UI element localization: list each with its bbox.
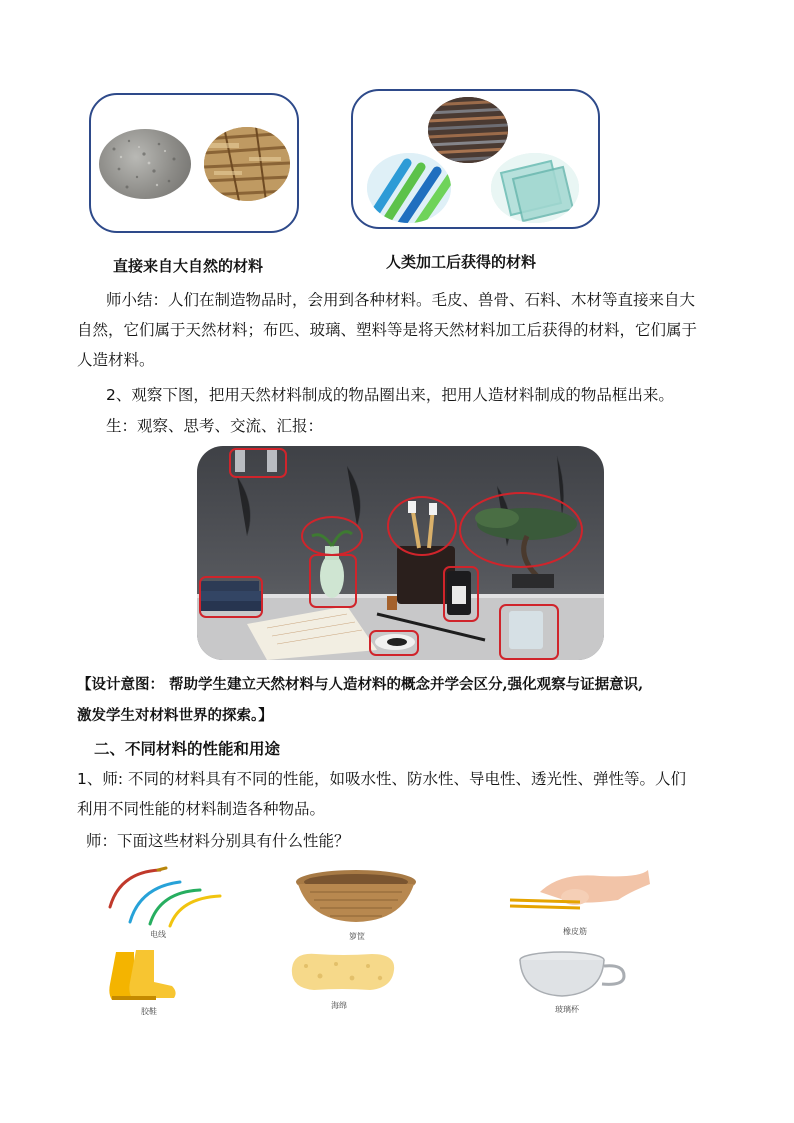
annotation-box-glass: [499, 604, 559, 660]
section-2-paragraph-line-2: 利用不同性能的材料制造各种物品。: [77, 800, 326, 818]
rubber-band-image: [500, 862, 650, 924]
annotation-circle-brushes: [387, 496, 457, 556]
basket-image: [290, 866, 422, 926]
task-2-text: 2、观察下图，把用天然材料制成的物品圈出来，把用人造材料制成的物品框出来。: [106, 386, 674, 404]
section-2-heading: 二、不同材料的性能和用途: [94, 740, 281, 758]
summary-line-2: 自然，它们属于天然材料；布匹、玻璃、塑料等是将天然材料加工后获得的材料，它们属于: [77, 321, 698, 339]
wire-image: [100, 862, 230, 932]
wood-planks-image: [204, 127, 290, 201]
manmade-materials-caption: 人类加工后获得的材料: [386, 253, 537, 271]
design-intent-line-1: 【设计意图： 帮助学生建立天然材料与人造材料的概念并学会区分,强化观察与证据意识,: [77, 676, 644, 693]
annotation-circle-plant: [301, 516, 363, 556]
wire-label: 电线: [150, 930, 166, 939]
basket-label: 箩筐: [349, 932, 365, 941]
plastic-tubes-image: [367, 153, 451, 223]
annotation-box-ink-bottle: [443, 566, 479, 622]
annotation-box-vase: [309, 554, 357, 608]
annotation-box-lamp: [229, 448, 287, 478]
summary-line-3: 人造材料。: [77, 351, 155, 369]
boots-image: [100, 948, 182, 1004]
boots-label: 胶鞋: [141, 1007, 157, 1016]
summary-line-1: 师小结：人们在制造物品时，会用到各种材料。毛皮、兽骨、石料、木材等直接来自大: [106, 291, 696, 309]
annotation-box-books: [199, 576, 263, 618]
natural-materials-panel: [89, 93, 299, 233]
glass-panes-image: [491, 153, 579, 223]
section-2-paragraph-line-1: 1、师: 不同的材料具有不同的性能，如吸水性、防水性、导电性、透光性、弹性等。人们: [77, 770, 687, 788]
student-response: 生：观察、思考、交流、汇报：: [106, 417, 324, 435]
design-intent-line-2: 激发学生对材料世界的探索。】: [77, 707, 273, 724]
rubber-band-label: 橡皮筋: [563, 927, 587, 936]
steel-bars-image: [428, 97, 508, 163]
observation-photo: [197, 446, 604, 660]
glass-cup-image: [512, 950, 632, 1002]
gravel-image: [99, 129, 191, 199]
annotation-circle-bonsai: [459, 492, 583, 568]
manmade-materials-panel: [351, 89, 600, 229]
annotation-box-ink-stone: [369, 630, 419, 656]
glass-cup-label: 玻璃杯: [555, 1005, 579, 1014]
section-2-question: 师：下面这些材料分别具有什么性能？: [86, 832, 350, 850]
sponge-image: [286, 948, 400, 996]
natural-materials-caption: 直接来自大自然的材料: [113, 257, 264, 275]
sponge-label: 海绵: [331, 1001, 347, 1010]
